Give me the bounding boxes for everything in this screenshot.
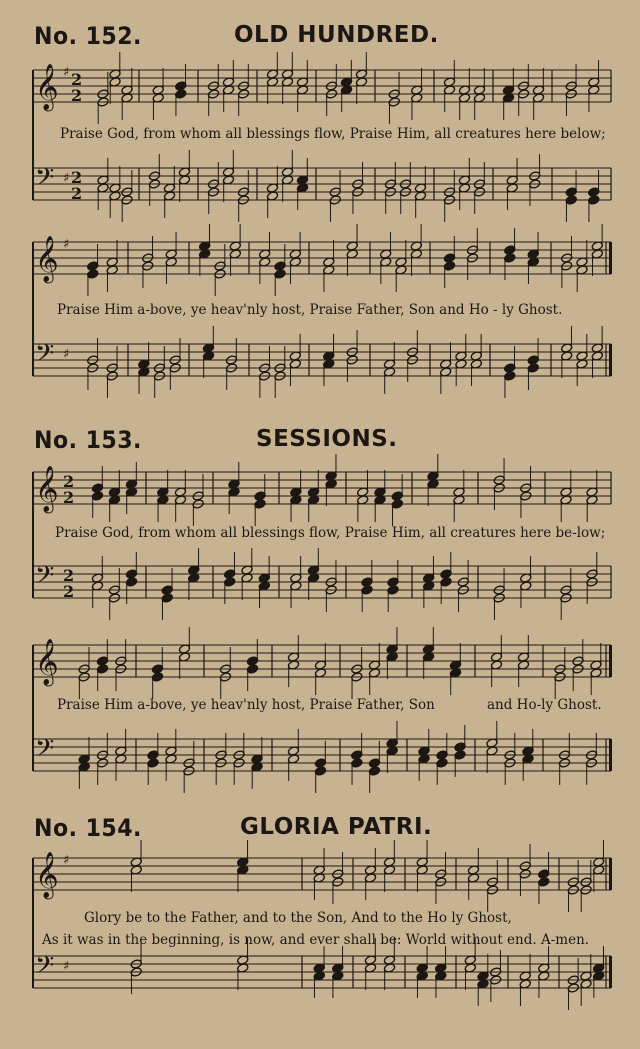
final-bar (609, 739, 612, 771)
hymn-title: GLORIA PATRI. (240, 814, 433, 840)
lyric-text: and Ho-ly Ghost. (487, 697, 602, 713)
note-head (361, 585, 373, 595)
note-head (440, 577, 452, 587)
note-head (91, 491, 103, 501)
note-head (436, 758, 448, 768)
note-head (504, 371, 516, 381)
sharp-icon: ♯ (63, 853, 70, 868)
hymn-title: OLD HUNDRED. (234, 22, 439, 48)
note-head (391, 499, 403, 509)
hymn-number: No. 152. (34, 22, 142, 50)
note-head (443, 261, 455, 271)
lyric-text: Glory be to the Father, and to the Son, And to the Ho ly Ghost, (84, 910, 512, 926)
sharp-icon: ♯ (63, 237, 70, 252)
sharp-icon: ♯ (63, 171, 70, 186)
note-head (254, 499, 266, 509)
treble-clef-icon: 𝄞 (35, 852, 59, 898)
note-head (351, 758, 363, 768)
note-head (387, 585, 399, 595)
final-bar (609, 645, 612, 677)
bass-clef-icon: 𝄢 (35, 163, 55, 198)
lyric-text: Praise God, from whom all blessings flow, Praise Him, all creatures here be-low; (55, 525, 606, 541)
time-signature: 2 (63, 488, 75, 507)
note-head (151, 672, 163, 682)
bass-clef-icon: 𝄢 (35, 734, 55, 769)
note-head (588, 195, 600, 205)
final-bar (609, 858, 612, 890)
sharp-icon: ♯ (63, 347, 70, 362)
hymn-title: SESSIONS. (256, 426, 398, 452)
hymn-number: No. 153. (34, 426, 142, 454)
bass-clef-icon: 𝄢 (35, 339, 55, 374)
note-head (224, 577, 236, 587)
final-bar (609, 242, 612, 274)
note-head (175, 89, 187, 99)
treble-clef-icon: 𝄞 (35, 236, 59, 282)
sharp-icon: ♯ (63, 959, 70, 974)
final-bar (609, 956, 612, 988)
note-head (147, 758, 159, 768)
time-signature: 2 (71, 168, 83, 187)
lyric-text: Praise Him a-bove, ye heav'nly host, Praise Father, Son and Ho - ly Ghost. (57, 302, 563, 318)
sharp-icon: ♯ (63, 65, 70, 80)
note-head (96, 664, 108, 674)
note-head (161, 593, 173, 603)
note-head (246, 664, 258, 674)
time-signature: 2 (71, 86, 83, 105)
hymn-number: No. 154. (34, 814, 142, 842)
bass-clef-icon: 𝄢 (35, 951, 55, 986)
time-signature: 2 (71, 184, 83, 203)
hymn-153-header (0, 426, 640, 460)
treble-clef-icon: 𝄞 (35, 64, 59, 110)
lyric-text: As it was in the beginning, is now, and ever shall be: World without end. A-men. (42, 932, 590, 948)
time-signature: 2 (63, 566, 75, 585)
treble-clef-icon: 𝄞 (35, 466, 59, 512)
note-head (454, 750, 466, 760)
music-notation (0, 848, 640, 1008)
note-head (125, 577, 137, 587)
note-head (87, 269, 99, 279)
hymn-152-header (0, 22, 640, 56)
note-head (538, 877, 550, 887)
note-head (314, 766, 326, 776)
note-head (368, 766, 380, 776)
note-head (274, 269, 286, 279)
treble-clef-icon: 𝄞 (35, 639, 59, 685)
time-signature: 2 (63, 472, 75, 491)
note-head (565, 195, 577, 205)
note-head (504, 253, 516, 263)
hymn-154-header (0, 814, 640, 848)
lyric-text: Praise Him a-bove, ye heav'nly host, Praise Father, Son (57, 697, 435, 713)
time-signature: 2 (71, 70, 83, 89)
bass-clef-icon: 𝄢 (35, 561, 55, 596)
time-signature: 2 (63, 582, 75, 601)
lyric-text: Praise God, from whom all blessings flow, Praise Him, all creatures here below; (60, 126, 606, 142)
note-head (527, 363, 539, 373)
final-bar (609, 344, 612, 376)
